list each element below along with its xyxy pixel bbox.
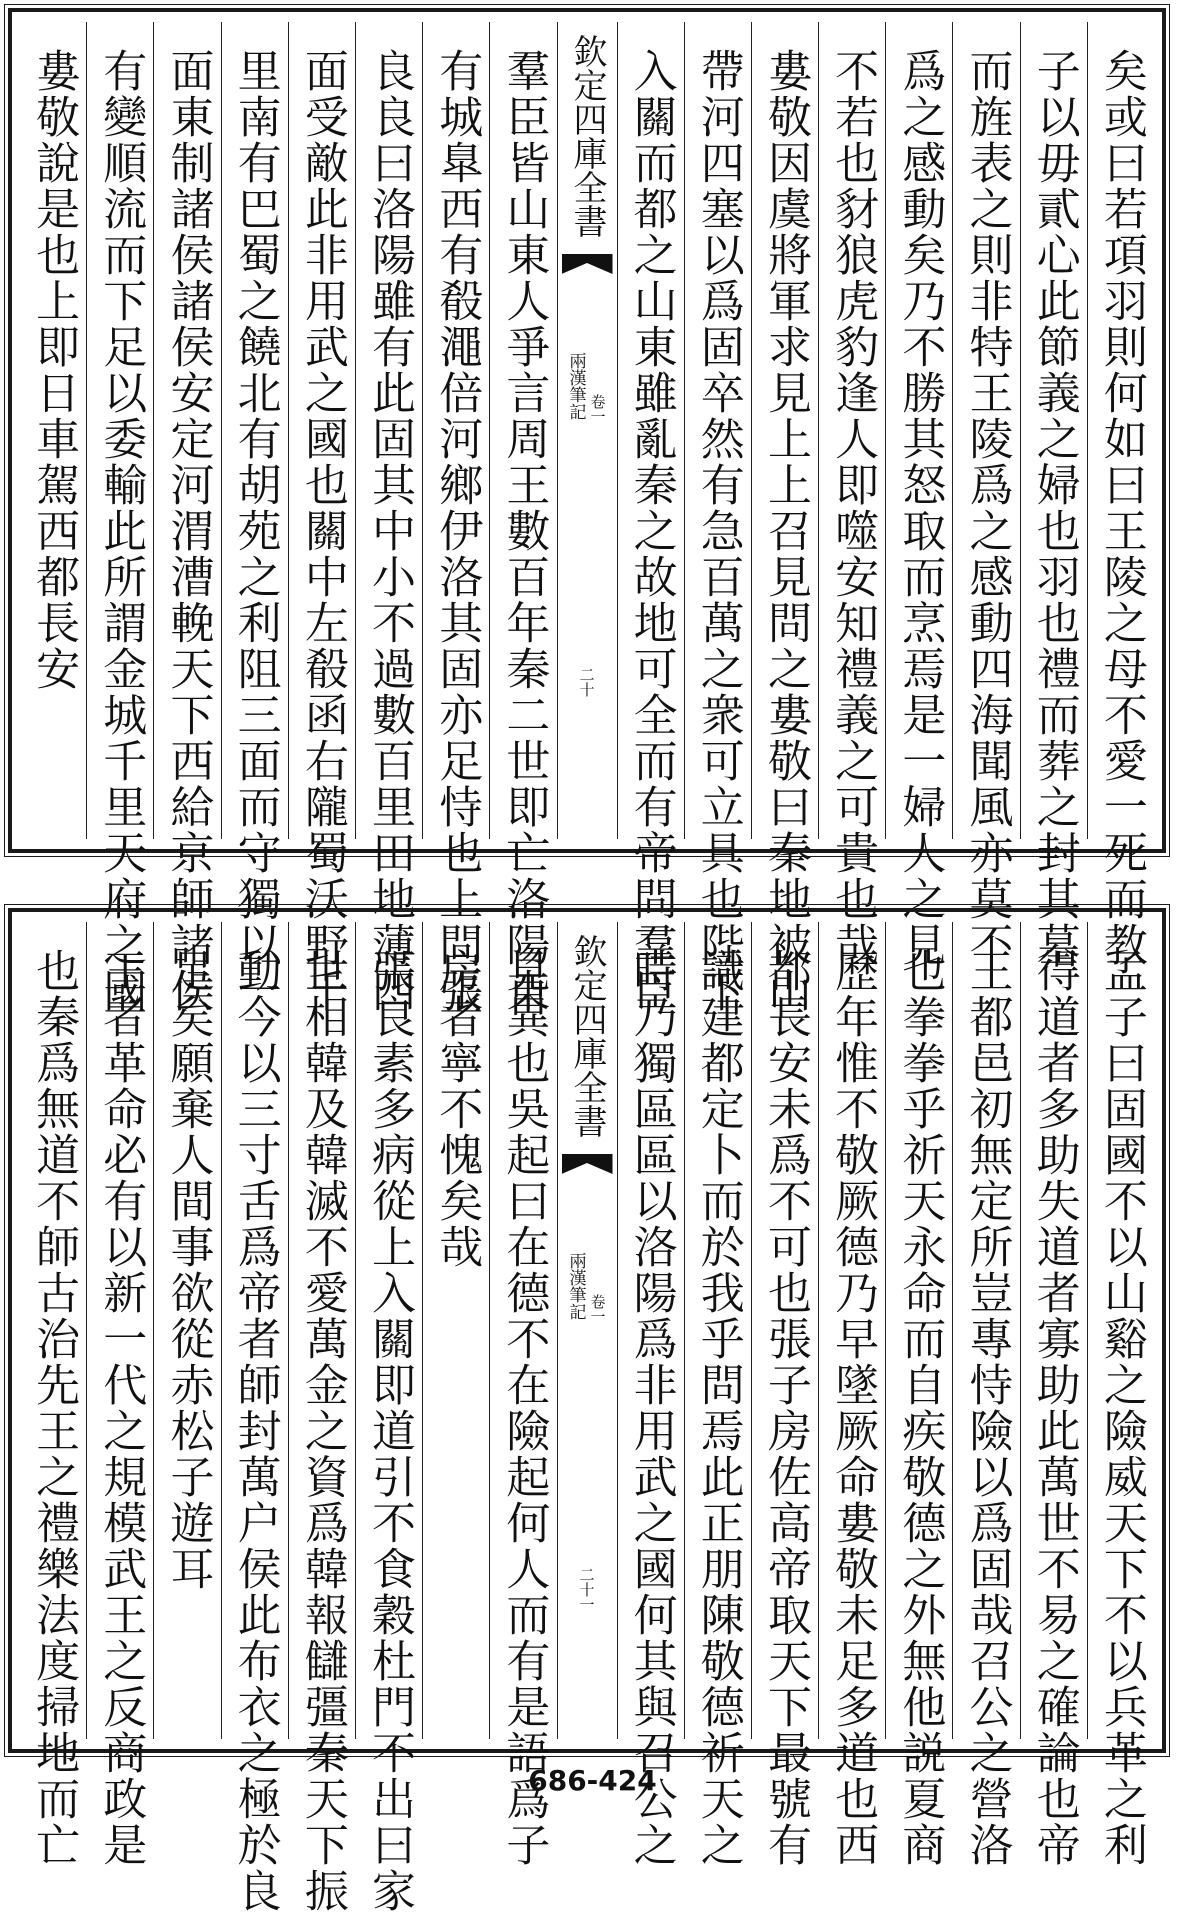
- text-column: 足矣願棄人間事欲從赤松子遊耳: [153, 922, 220, 1739]
- text-column: 都長安未爲不可也張子房佐高帝取天下最號有: [751, 922, 818, 1739]
- text-column: 也秦爲無道不師古治先王之禮樂法度掃地而亡: [28, 948, 80, 1868]
- text-column: 婁敬因虞將軍求見上上召見問之婁敬曰秦地被山: [751, 22, 818, 839]
- top-columns: [20, 22, 1154, 1014]
- text-column: 面東制諸侯諸侯安定河渭漕輓天下西給京師諸侯: [153, 22, 220, 839]
- text-column: 爲之感動矣乃不勝其怒取而烹焉是一婦人之見: [885, 22, 952, 839]
- text-column: 張良素多病從上入關即道引不食穀杜門不出曰家: [355, 922, 422, 1739]
- text-column: 帶河四塞以爲固卒然有急百萬之衆可立具也陛下: [684, 22, 751, 839]
- catalog-title: 欽定四庫全書: [567, 34, 607, 238]
- book-title: 兩漢筆記: [565, 1252, 586, 1320]
- text-column: 良良曰洛陽雖有此固其中小不過數百里田地薄四: [355, 22, 422, 839]
- text-column: 里南有巴蜀之饒北有胡苑之利阻三面而守獨以一: [221, 22, 288, 839]
- text-column: 得道者多助失道者寡助此萬世不易之確論也帝: [1020, 922, 1087, 1739]
- text-column: 婁敬說是也上即日車駕西都長安: [28, 48, 80, 692]
- text-column: 面受敵此非用武之國也關中左殽函右隴蜀沃野千: [288, 22, 355, 839]
- text-column: 有城臯西有殽澠倍河鄉伊洛其固亦足恃也上問張: [422, 22, 489, 839]
- text-column: 而旌表之則非特王陵爲之感動四海聞風亦莫不: [952, 22, 1019, 839]
- scan-page-id: 686-424: [528, 1764, 657, 1797]
- text-column: 時乃獨區區以洛陽爲非用武之國何其與召公之: [617, 922, 684, 1739]
- text-column: 孟子曰固國不以山谿之險威天下不以兵革之利: [1087, 922, 1154, 1739]
- page-number: 二十: [577, 667, 596, 697]
- fold-column: [557, 22, 617, 839]
- text-column: 也拳拳乎祈天永命而自疾敬德之外無他説夏商: [885, 922, 952, 1739]
- text-column: 子以毋貳心此節義之婦也羽也禮而葬之封其墓: [1020, 22, 1087, 839]
- volume-label: 卷一: [588, 1294, 607, 1324]
- text-column: 有變順流而下足以委輸此所謂金城千里天府之國: [86, 22, 153, 839]
- text-column: 房者寧不愧矣哉: [422, 922, 489, 1739]
- text-column: 不若也豺狼虎豹逢人即噬安知禮義之可貴也哉: [818, 22, 885, 839]
- text-column: 見異也吳起曰在德不在險起何人而有是語爲子: [489, 922, 556, 1739]
- text-column: 王者革命必有以新一代之規模武王之反商政是: [86, 922, 153, 1739]
- top-page-frame: [8, 8, 1166, 1014]
- volume-label: 卷一: [588, 394, 607, 424]
- text-column: 矣或曰若項羽則何如曰王陵之母不愛一死而教: [1087, 22, 1154, 839]
- text-column: 歷年惟不敬厥德乃早墜厥命婁敬未足多道也西: [818, 922, 885, 1739]
- text-column: 識建都定卜而於我乎問焉此正朋陳敬德祈天之: [684, 922, 751, 1739]
- book-title: 兩漢筆記: [565, 352, 586, 420]
- fishtail-mark-icon: [562, 1154, 613, 1174]
- text-column: 王都邑初無定所豈專恃險以爲固哉召公之營洛: [952, 922, 1019, 1739]
- page-number: 二十一: [577, 1567, 596, 1612]
- text-column: 動今以三寸舌爲帝者師封萬户侯此布衣之極於良: [221, 922, 288, 1739]
- text-column: 入關而都之山東雖亂秦之故地可全而有帝問羣臣: [617, 22, 684, 839]
- fold-column: [557, 922, 617, 1739]
- text-column: 羣臣皆山東人爭言周王數百年秦二世即亡洛陽東: [489, 22, 556, 839]
- fishtail-mark-icon: [562, 254, 613, 274]
- catalog-title: 欽定四庫全書: [567, 934, 607, 1138]
- text-column: 世相韓及韓滅不愛萬金之資爲韓報讎彊秦天下振: [288, 922, 355, 1739]
